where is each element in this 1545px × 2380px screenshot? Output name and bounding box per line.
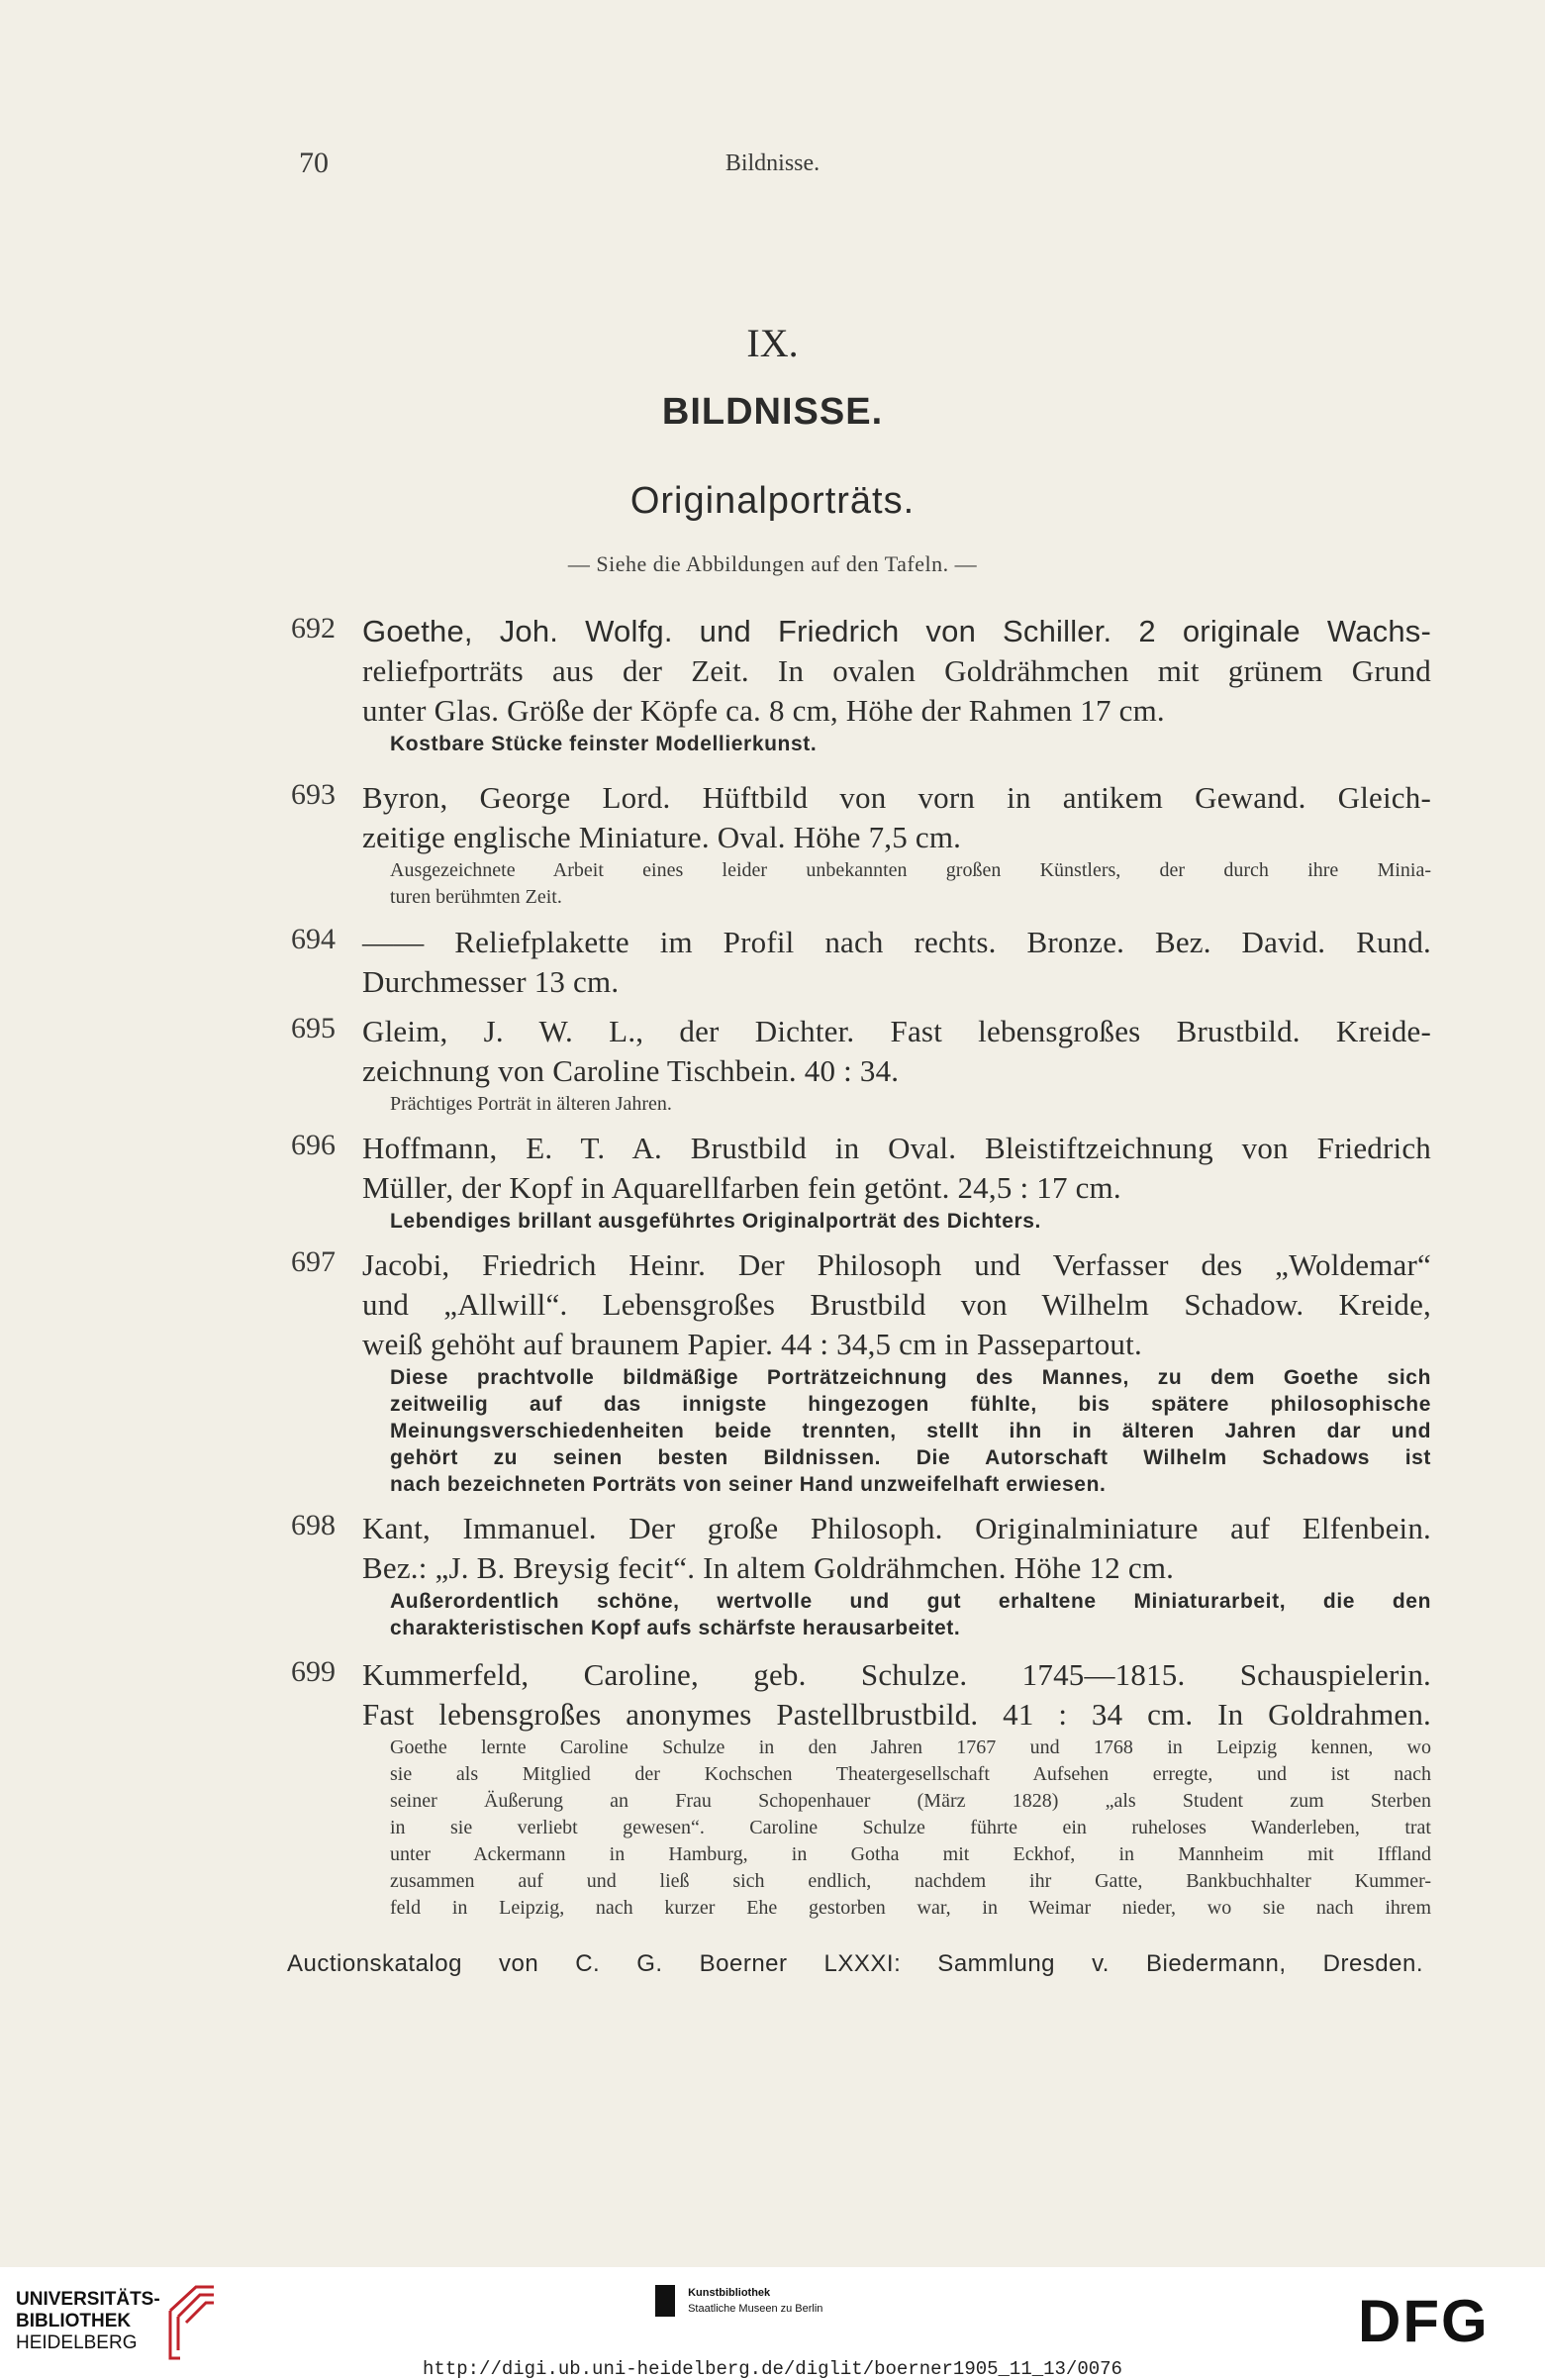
catalog-entry: [291, 1655, 1431, 1922]
catalog-entry: [291, 1012, 1431, 1118]
entry-comment: in sie verliebt gewesen“. Caroline Schulze führte ein ruheloses Wanderleben, trat: [390, 1817, 1431, 1838]
subsection-title: Originalporträts.: [629, 480, 916, 522]
entry-line: reliefporträts aus der Zeit. In ovalen Goldrähmchen mit grünem Grund: [362, 653, 1431, 688]
entry-comment: charakteristischen Kopf aufs schärfste herausarbeitet.: [390, 1617, 961, 1639]
running-head: Bildnisse.: [724, 150, 821, 176]
catalog-entry: [291, 612, 1431, 757]
page-url[interactable]: http://digi.ub.uni-heidelberg.de/diglit/boerner1905_11_13/0076: [423, 2358, 1122, 2380]
catalog-entry: [291, 1509, 1431, 1641]
entry-comment: Diese prachtvolle bildmäßige Porträtzeichnung des Mannes, zu dem Goethe sich: [390, 1366, 1431, 1389]
entry-line: Kant, Immanuel. Der große Philosoph. Originalminiature auf Elfenbein.: [362, 1511, 1431, 1545]
entry-comment: unter Ackermann in Hamburg, in Gotha mit Eckhof, in Mannheim mit Iffland: [390, 1843, 1431, 1865]
entry-line: Müller, der Kopf in Aquarellfarben fein getönt. 24,5 : 17 cm.: [362, 1170, 1121, 1205]
entry-number: 695: [291, 1012, 336, 1044]
entry-comment: turen berühmten Zeit.: [390, 886, 562, 908]
entry-comment: feld in Leipzig, nach kurzer Ehe gestorben war, in Weimar nieder, wo sie nach ihrem: [390, 1897, 1431, 1919]
entry-comment: nach bezeichneten Porträts von seiner Hand unzweifelhaft erwiesen.: [390, 1473, 1107, 1496]
library-emblem-icon: [166, 2281, 218, 2362]
entry-comment: zeitweilig auf das innigste hingezogen fühlte, bis spätere philosophische: [390, 1393, 1431, 1416]
entry-comment: zusammen auf und ließ sich endlich, nachdem ihr Gatte, Bankbuchhalter Kummer-: [390, 1870, 1431, 1892]
entry-line: Hoffmann, E. T. A. Brustbild in Oval. Bleistiftzeichnung von Friedrich: [362, 1131, 1431, 1165]
entry-comment: gehört zu seinen besten Bildnissen. Die Autorschaft Wilhelm Schadows ist: [390, 1446, 1431, 1469]
kunstbibliothek-logo[interactable]: [655, 2285, 822, 2317]
logo-line: UNIVERSITÄTS-: [16, 2289, 160, 2310]
entry-number: 692: [291, 612, 336, 645]
page-number: 70: [299, 147, 329, 179]
entry-line: unter Glas. Größe der Köpfe ca. 8 cm, Höhe der Rahmen 17 cm.: [362, 693, 1165, 728]
entry-number: 696: [291, 1129, 336, 1161]
kunstbibliothek-mark-icon: [655, 2285, 675, 2317]
section-number: IX.: [746, 321, 799, 365]
entry-line: Gleim, J. W. L., der Dichter. Fast lebensgroßes Brustbild. Kreide-: [362, 1014, 1431, 1048]
entry-comment: Außerordentlich schöne, wertvolle und gut erhaltene Miniaturarbeit, die den: [390, 1590, 1431, 1613]
entry-line: zeitige englische Miniature. Oval. Höhe 7,5 cm.: [362, 820, 962, 854]
entry-line: —— Reliefplakette im Profil nach rechts. Bronze. Bez. David. Rund.: [362, 925, 1431, 959]
illustration-note: — Siehe die Abbildungen auf den Tafeln. —: [567, 551, 978, 576]
logo-line: Staatliche Museen zu Berlin: [688, 2303, 823, 2315]
entry-number: 694: [291, 923, 336, 955]
entry-line: und „Allwill“. Lebensgroßes Brustbild von Wilhelm Schadow. Kreide,: [362, 1287, 1431, 1322]
catalog-entry: [291, 1245, 1431, 1498]
entry-comment: Ausgezeichnete Arbeit eines leider unbekannten großen Künstlers, der durch ihre Minia-: [390, 859, 1431, 881]
entry-number: 693: [291, 778, 336, 811]
entry-line: zeichnung von Caroline Tischbein. 40 : 34.: [362, 1053, 900, 1088]
entry-line: Durchmesser 13 cm.: [362, 964, 620, 999]
entry-number: 699: [291, 1655, 336, 1688]
entry-number: 697: [291, 1245, 336, 1278]
section-title: BILDNISSE.: [661, 391, 884, 433]
entry-line: Jacobi, Friedrich Heinr. Der Philosoph und Verfasser des „Woldemar“: [362, 1247, 1431, 1282]
logo-line: Kunstbibliothek: [688, 2287, 771, 2299]
entry-line: Goethe, Joh. Wolfg. und Friedrich von Schiller. 2 originale Wachs-: [362, 614, 1431, 648]
entry-comment: Meinungsverschiedenheiten beide trennten, stellt ihn in älteren Jahren dar und: [390, 1420, 1431, 1442]
entry-comment: Lebendiges brillant ausgeführtes Originalporträt des Dichters.: [390, 1210, 1041, 1233]
entry-number: 698: [291, 1509, 336, 1541]
catalog-footer: Auctionskatalog von C. G. Boerner LXXXI: Sammlung v. Biedermann, Dresden.: [287, 1950, 1423, 1977]
entry-comment: Prächtiges Porträt in älteren Jahren.: [390, 1093, 672, 1115]
catalog-entry: [291, 923, 1431, 1002]
university-library-logo[interactable]: [16, 2289, 160, 2354]
catalog-entry: [291, 1129, 1431, 1235]
entry-line: weiß gehöht auf braunem Papier. 44 : 34,5 cm in Passepartout.: [362, 1327, 1142, 1361]
entry-line: Bez.: „J. B. Breysig fecit“. In altem Goldrähmchen. Höhe 12 cm.: [362, 1550, 1175, 1585]
logo-line: BIBLIOTHEK: [16, 2311, 132, 2331]
catalog-entry: [291, 778, 1431, 911]
entry-comment: sie als Mitglied der Kochschen Theatergesellschaft Aufsehen erregte, und ist nach: [390, 1763, 1431, 1785]
logo-line: HEIDELBERG: [16, 2332, 138, 2353]
entry-line: Fast lebensgroßes anonymes Pastellbrustbild. 41 : 34 cm. In Goldrahmen.: [362, 1697, 1431, 1732]
dfg-logo[interactable]: DFG: [1358, 2288, 1490, 2354]
entry-comment: Kostbare Stücke feinster Modellierkunst.: [390, 733, 818, 755]
entry-line: Kummerfeld, Caroline, geb. Schulze. 1745—1815. Schauspielerin.: [362, 1657, 1431, 1692]
entry-line: Byron, George Lord. Hüftbild von vorn in antikem Gewand. Gleich-: [362, 780, 1431, 815]
entry-comment: Goethe lernte Caroline Schulze in den Jahren 1767 und 1768 in Leipzig kennen, wo: [390, 1736, 1431, 1758]
entry-comment: seiner Äußerung an Frau Schopenhauer (März 1828) „als Student zum Sterben: [390, 1790, 1431, 1812]
